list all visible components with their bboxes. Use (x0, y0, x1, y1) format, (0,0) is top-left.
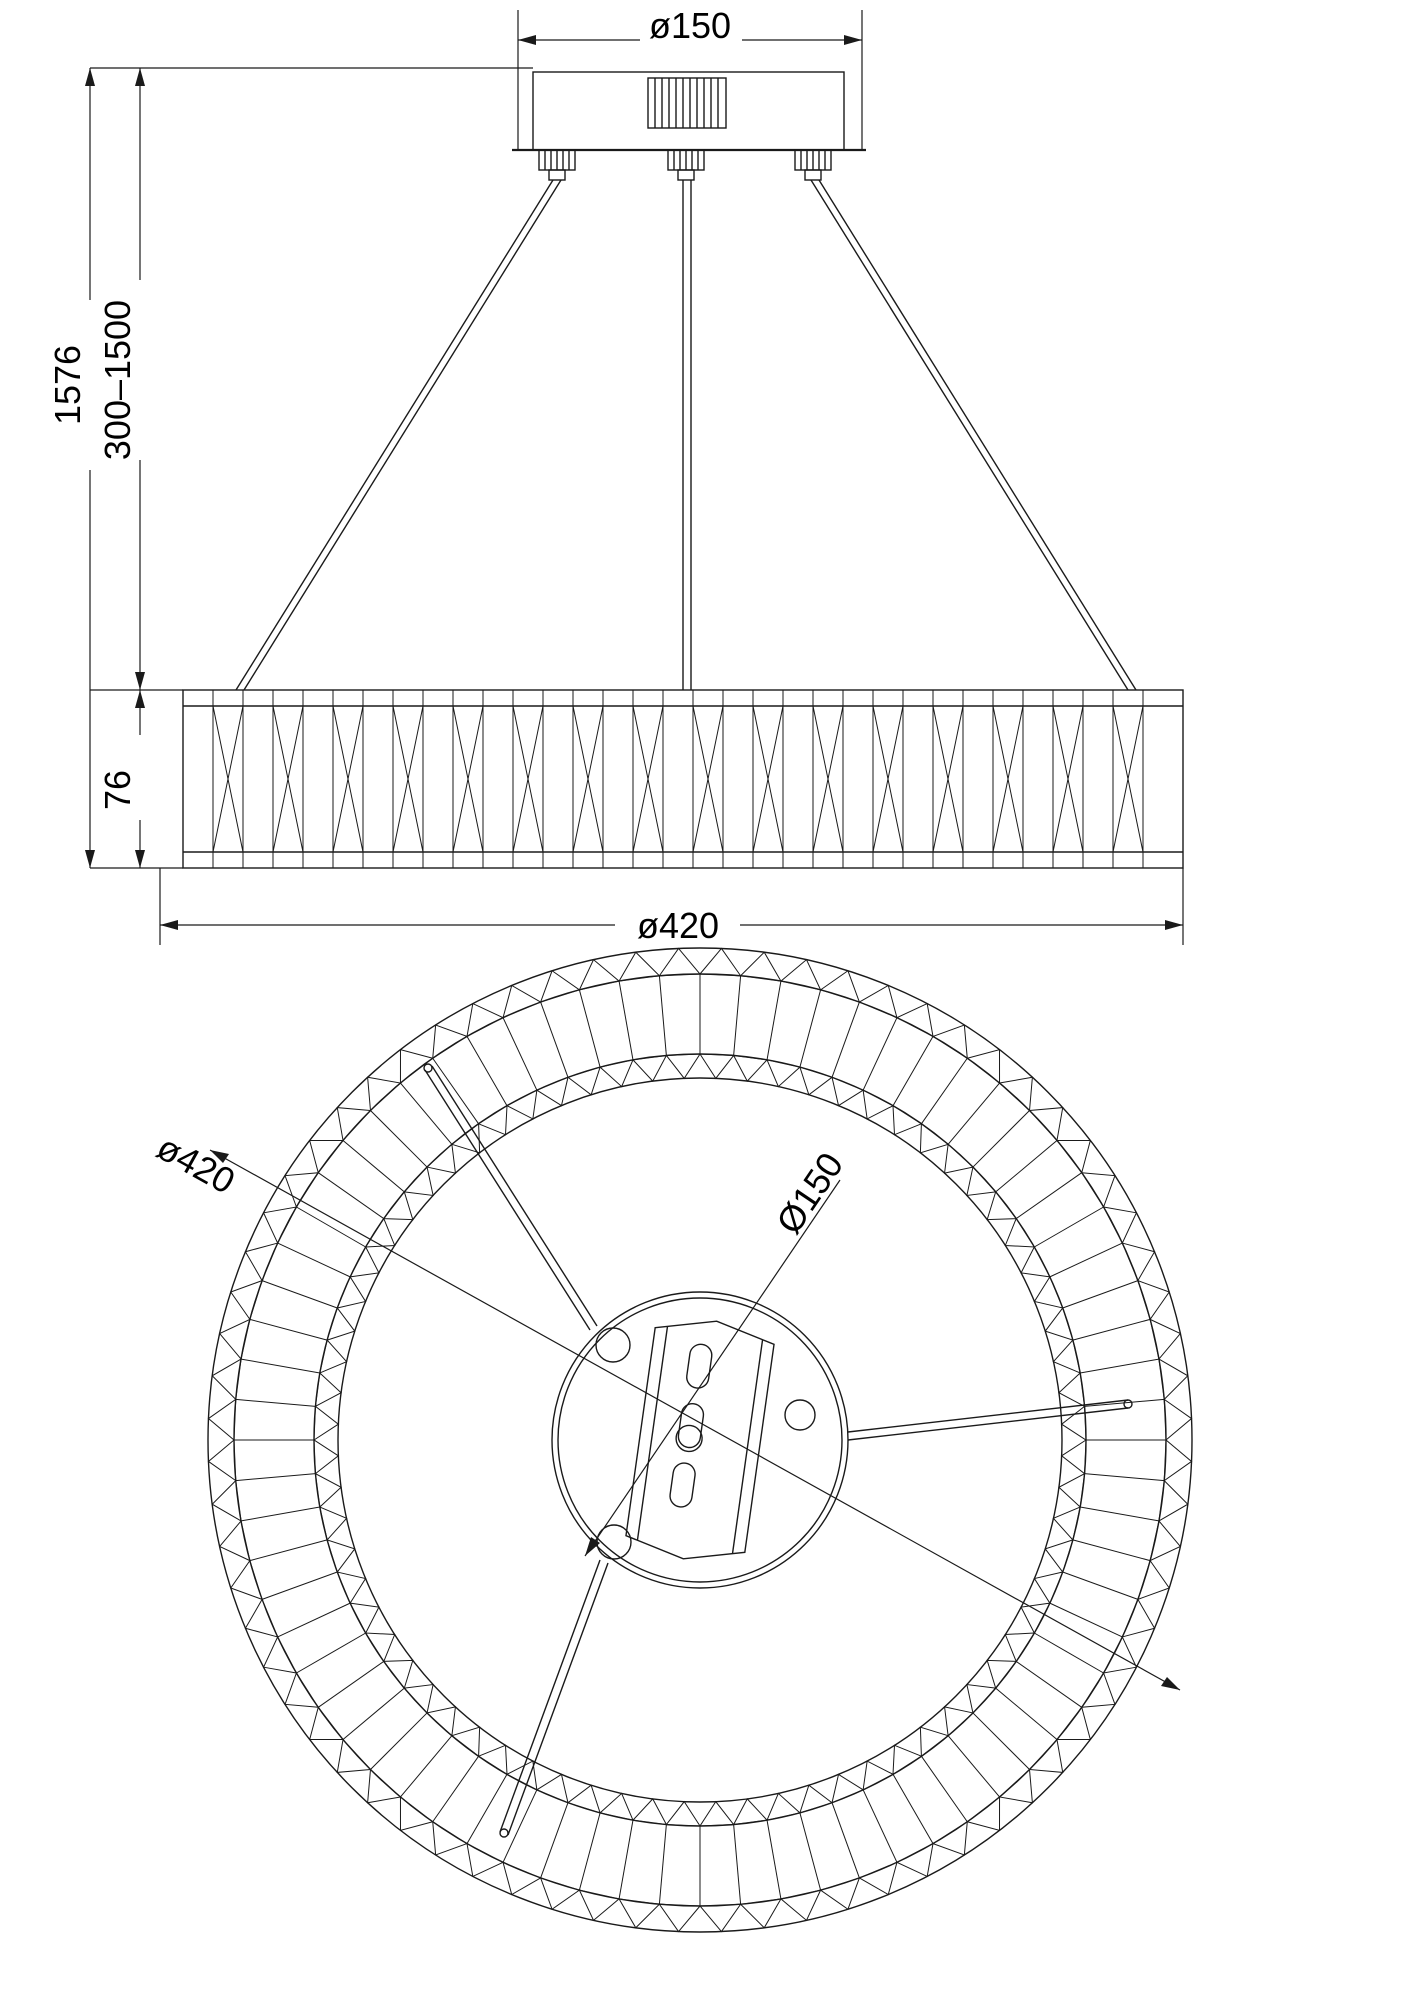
cable-grip-right (795, 150, 831, 180)
cable-grip-center (668, 150, 704, 180)
label-plan-ring-diameter: ø420 (150, 1126, 242, 1202)
label-plan-canopy-diameter: Ø150 (768, 1145, 852, 1241)
canopy-body (512, 72, 866, 150)
crystal-ring-elevation (183, 690, 1183, 868)
dim-vertical-lines (85, 68, 533, 868)
label-ring-height: 76 (97, 769, 138, 811)
label-ring-diameter: ø420 (636, 905, 720, 946)
cable-grip-left (539, 150, 575, 180)
dim-plan-ring-diameter (210, 1150, 1180, 1690)
label-total-height: 1576 (47, 344, 88, 426)
label-suspension-range: 300–1500 (97, 299, 138, 461)
suspension-cables (236, 180, 1136, 690)
plan-cables (424, 1064, 1132, 1837)
label-canopy-diameter: ø150 (648, 5, 732, 46)
